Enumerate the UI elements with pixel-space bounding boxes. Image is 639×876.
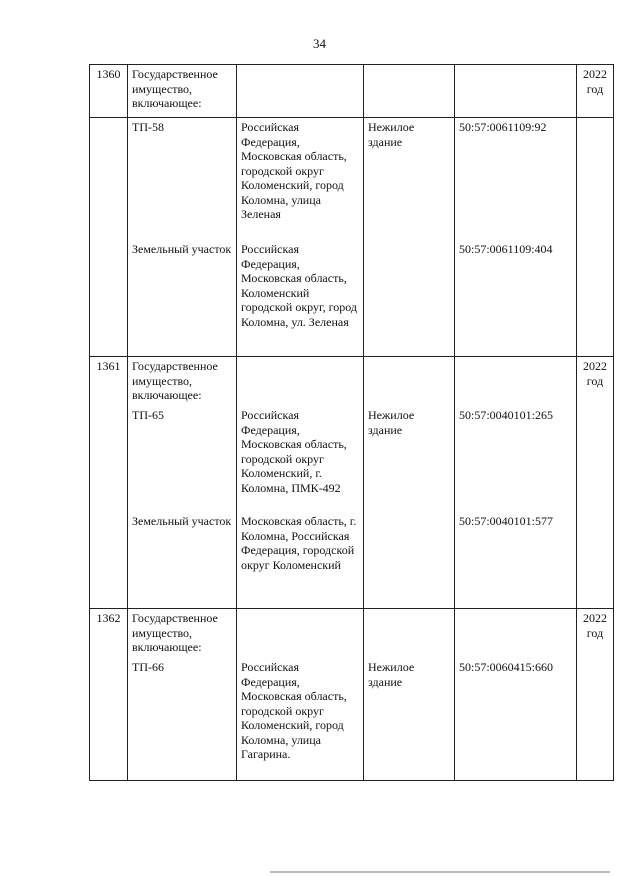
item-type: Нежилое здание	[364, 406, 455, 512]
item-type: Нежилое здание	[364, 658, 455, 781]
item-type	[364, 512, 455, 609]
item-address: Российская Федерация, Московская область, Коломенский городской округ, город Коломна, ул. Зеленая	[237, 240, 364, 357]
table-row	[90, 118, 614, 241]
item-cadastral: 50:57:0040101:265	[455, 406, 577, 512]
row-title: Государственное имущество, включающее:	[128, 357, 237, 407]
table-row	[90, 406, 614, 512]
row-year: 2022 год	[577, 357, 614, 407]
item-name: ТП-65	[128, 406, 237, 512]
item-address: Московская область, г. Коломна, Российская Федерация, городской округ Коломенский	[237, 512, 364, 609]
table-row	[90, 240, 614, 357]
item-type: Нежилое здание	[364, 118, 455, 241]
item-type	[364, 240, 455, 357]
row-number: 1362	[90, 609, 128, 659]
scan-edge-line	[270, 871, 610, 873]
item-cadastral: 50:57:0061109:404	[455, 240, 577, 357]
row-number: 1360	[90, 65, 128, 118]
item-cadastral: 50:57:0061109:92	[455, 118, 577, 241]
item-name: Земельный участок	[128, 240, 237, 357]
item-name: ТП-58	[128, 118, 237, 241]
row-year: 2022 год	[577, 65, 614, 118]
table-row-1360-header	[90, 65, 614, 118]
table-row	[90, 658, 614, 781]
row-title: Государственное имущество, включающее:	[128, 65, 237, 118]
item-address: Российская Федерация, Московская область, городской округ Коломенский, город Коломна, улица Гагарина.	[237, 658, 364, 781]
row-number: 1361	[90, 357, 128, 407]
item-address: Российская Федерация, Московская область, городской округ Коломенский, город Коломна, улица Зеленая	[237, 118, 364, 241]
property-table	[89, 64, 614, 781]
item-name: Земельный участок	[128, 512, 237, 609]
item-address: Российская Федерация, Московская область, городской округ Коломенский, г. Коломна, ПМК-492	[237, 406, 364, 512]
item-cadastral: 50:57:0040101:577	[455, 512, 577, 609]
row-year: 2022 год	[577, 609, 614, 659]
item-name: ТП-66	[128, 658, 237, 781]
item-cadastral: 50:57:0060415:660	[455, 658, 577, 781]
table-row	[90, 512, 614, 609]
table-row-1362-header	[90, 609, 614, 659]
row-title: Государственное имущество, включающее:	[128, 609, 237, 659]
page-number: 34	[313, 36, 326, 51]
table-row-1361-header	[90, 357, 614, 407]
